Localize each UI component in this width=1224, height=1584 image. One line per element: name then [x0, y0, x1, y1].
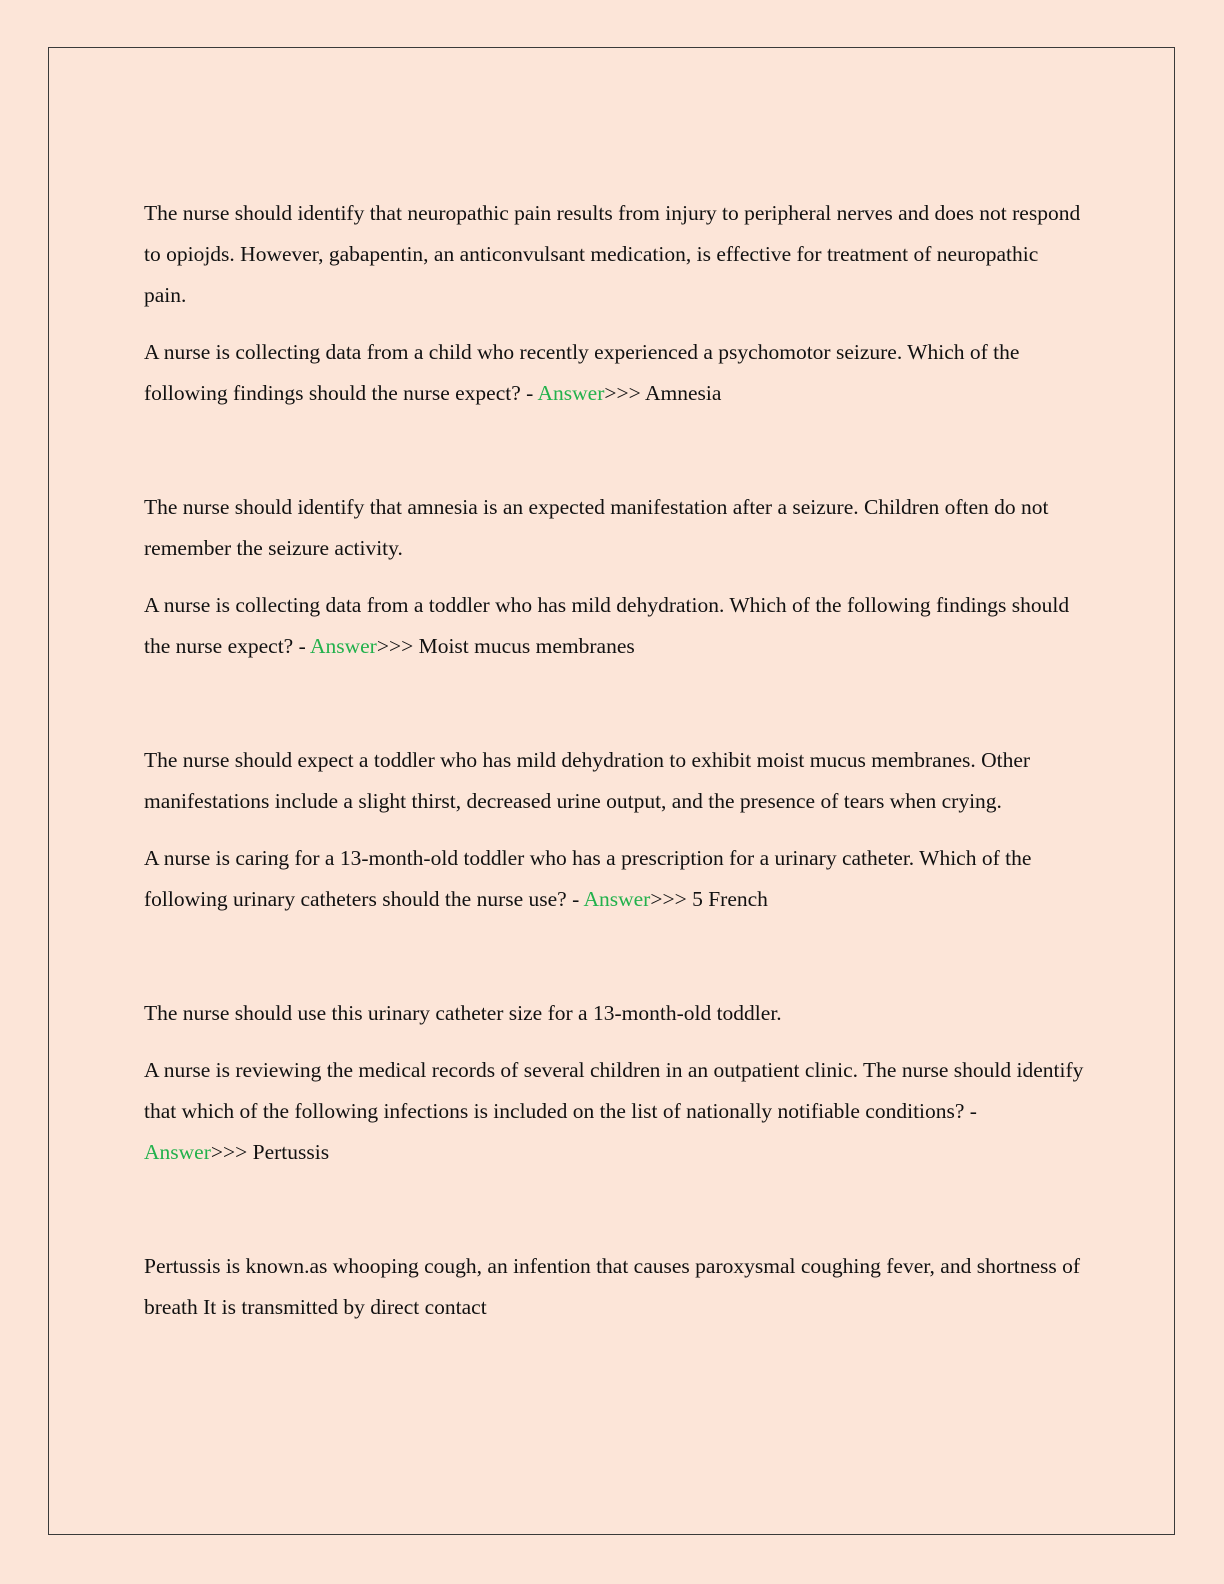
question-urinary-catheter — [144, 838, 1084, 920]
explanation-neuropathic-pain: The nurse should identify that neuropathic pain results from injury to peripheral nerves and does not respond to opiojds. However, gabapentin, an anticonvulsant medication, is effective for treatment of neuropathic pain. — [144, 201, 1081, 307]
answer-label: Answer — [309, 634, 377, 658]
question-text: A nurse is collecting data from a toddler who has mild dehydration. Which of the following findings should the nurse expect? - — [144, 593, 1070, 658]
document-body — [144, 193, 1084, 1328]
answer-text: >>> 5 French — [650, 887, 768, 911]
question-psychomotor-seizure — [144, 332, 1084, 414]
explanation-catheter-size: The nurse should use this urinary catheter size for a 13-month-old toddler. — [144, 1001, 782, 1025]
question-text: A nurse is caring for a 13-month-old toddler who has a prescription for a urinary catheter. Which of the following urinary catheters should the nurse use? - — [144, 846, 1032, 911]
answer-label: Answer — [144, 1140, 211, 1164]
answer-label: Answer — [583, 887, 651, 911]
question-notifiable-conditions — [144, 1050, 1084, 1173]
answer-text: >>> Pertussis — [210, 1140, 330, 1164]
answer-text: >>> Amnesia — [604, 381, 722, 405]
answer-label: Answer — [537, 381, 605, 405]
answer-text: >>> Moist mucus membranes — [376, 634, 635, 658]
question-text: A nurse is collecting data from a child who recently experienced a psychomotor seizure. Which of the following findings should the nurse expect? - — [144, 340, 1020, 405]
explanation-pertussis: Pertussis is known.as whooping cough, an infention that causes paroxysmal coughing fever, and shortness of breath It is transmitted by direct contact — [144, 1254, 1081, 1319]
explanation-moist-mucus-membranes: The nurse should expect a toddler who has mild dehydration to exhibit moist mucus membranes. Other manifestations include a slight thirst, decreased urine output, and the presence of tears when crying. — [144, 748, 1031, 813]
question-mild-dehydration — [144, 585, 1084, 667]
explanation-amnesia: The nurse should identify that amnesia is an expected manifestation after a seizure. Children often do not remember the seizure activity. — [144, 495, 1049, 560]
question-text: A nurse is reviewing the medical records of several children in an outpatient clinic. The nurse should identify that which of the following infections is included on the list of nationally notifiable conditions? - — [144, 1058, 1084, 1123]
